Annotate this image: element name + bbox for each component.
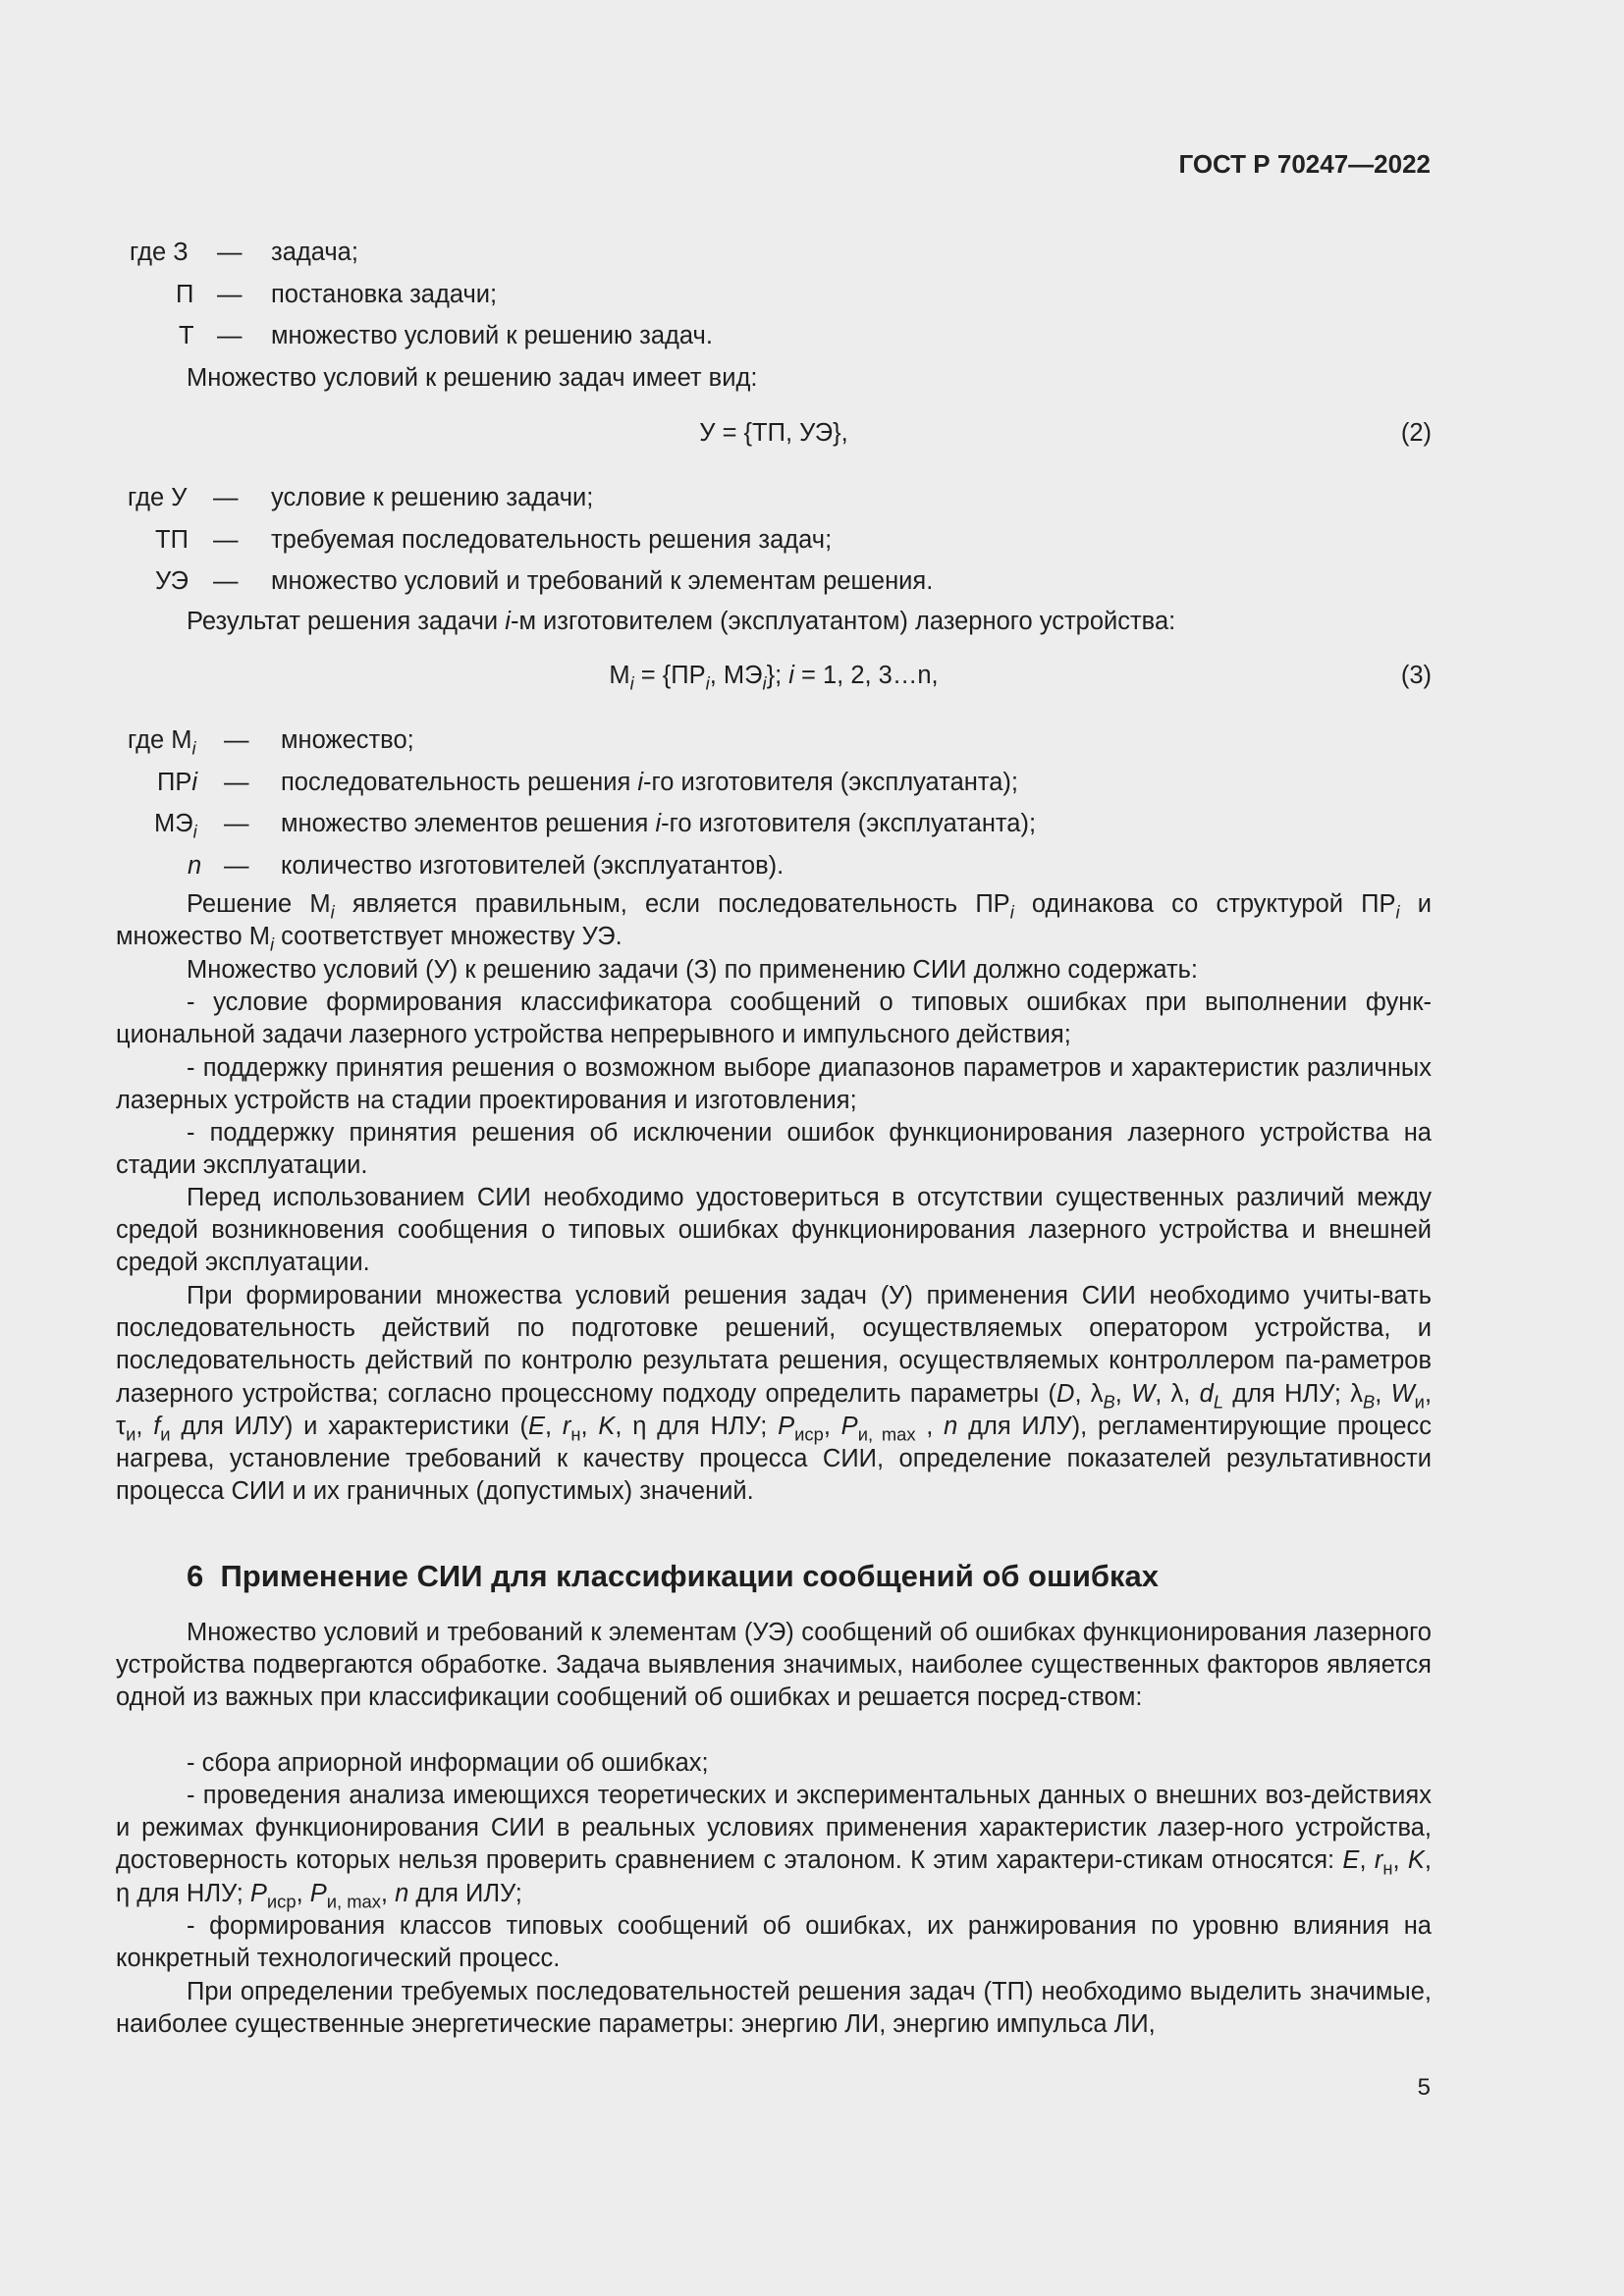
definition-text: множество элементов решения i-го изготовителя (эксплуатанта);	[281, 810, 1037, 837]
definition-row	[116, 477, 1432, 519]
definition-row	[116, 845, 1432, 887]
definition-row	[116, 720, 1432, 762]
definition-row	[116, 561, 1432, 603]
list-item: - проведения анализа имеющихся теоретических и экспериментальных данных о внешних воз-действиях и режимах функционирования СИИ в реальных условиях применения характеристик лазер-ного устройства, достоверность которых нельзя проверить сравнением с эталоном. К этим характери-стикам относятся: E, $r_н$, K, η для НЛУ; $P_{иср}$, $P_{и, max}$, n для ИЛУ;	[116, 1782, 1432, 1912]
list-item: - поддержку принятия решения о возможном выборе диапазонов параметров и характеристик различных лазерных устройств на стадии проектирования и изготовления;	[116, 1054, 1432, 1115]
list-item: - поддержку принятия решения об исключении ошибок функционирования лазерного устройства на стадии эксплуатации.	[116, 1119, 1432, 1180]
definition-dash: —	[224, 810, 249, 837]
formula-expression: У = {ТП, УЭ},	[699, 419, 848, 447]
formula-number: (2)	[1400, 419, 1432, 447]
definition-term: ПРi	[157, 768, 198, 796]
definition-text: требуемая последовательность решения задач;	[271, 525, 833, 554]
definition-term: П	[176, 280, 194, 308]
definition-row	[116, 762, 1432, 804]
definition-text: задача;	[271, 239, 358, 266]
formula-number: (3)	[1400, 662, 1432, 689]
definition-dash: —	[224, 851, 249, 880]
definitions-list-1	[116, 232, 1432, 357]
paragraph: Множество условий и требований к элементам (УЭ) сообщений об ошибках функционирования лазерного устройства подвергаются обработке. Задача выявления значимых, наиболее существенных факторов является одной из важных при классификации сообщений об ошибках и решается посред-ством:	[116, 1619, 1432, 1712]
definition-term: где $М_i$	[128, 726, 196, 759]
definition-dash: —	[217, 322, 243, 349]
paragraph: Множество условий к решению задач имеет вид:	[187, 364, 758, 392]
paragraph: При формировании множества условий решения задач (У) применения СИИ необходимо учиты-вать последовательность действий по подготовке решений, осуществляемых оператором устройства, и последовательность действий по контролю результата решения, осуществляемых контроллером па-раметров лазерного устройства; согласно процессному подходу определить параметры (D, $\lambda_B$, W, λ, $d_L$ для НЛУ; $\lambda_B$, $W_и$, $\tau_и$, $f_и$ для ИЛУ) и характеристики (E, $r_н$, K, η для НЛУ; $P_{иср}$, $P_{и, max}$ , n для ИЛУ), регламентирующие процесс нагрева, установление требований к качеству процесса СИИ, определение показателей результативности процесса СИИ и их граничных (допустимых) значений.	[116, 1282, 1433, 1506]
paragraph: Решение $М_i$ является правильным, если последовательность $ПР_i$ одинакова со структурой $ПР_i$ и множество $М_i$ соответствует множеству УЭ.	[116, 890, 1432, 955]
definition-term: $МЭ_i$	[154, 810, 197, 842]
definition-text: условие к решению задачи;	[271, 484, 594, 511]
formula-2	[116, 412, 1432, 454]
definition-term: где З	[130, 239, 189, 266]
definition-dash: —	[213, 567, 239, 595]
definition-row	[116, 803, 1432, 845]
definition-term: где У	[128, 484, 188, 511]
definition-dash: —	[213, 525, 239, 554]
paragraph: При определении требуемых последовательностей решения задач (ТП) необходимо выделить значимые, наиболее существенные энергетические параметры: энергию ЛИ, энергию импульса ЛИ,	[116, 1978, 1432, 2039]
page-number: 5	[1417, 2074, 1431, 2101]
definition-term: ТП	[155, 525, 189, 554]
definition-text: количество изготовителей (эксплуатантов).	[281, 851, 785, 880]
definition-text: последовательность решения i-го изготовителя (эксплуатанта);	[281, 768, 1018, 796]
list-item: - сбора априорной информации об ошибках;	[187, 1749, 709, 1777]
definition-row	[116, 232, 1432, 274]
definition-dash: —	[217, 280, 243, 308]
definitions-list-3	[116, 720, 1432, 886]
section-heading: 6 Применение СИИ для классификации сообщений об ошибках	[187, 1559, 1160, 1593]
formula-expression: $М_i = \{ПР_i$, $МЭ_i$}; i = 1, 2, 3…n,	[609, 662, 939, 694]
definitions-list-2	[116, 477, 1432, 603]
definition-dash: —	[224, 768, 249, 796]
definition-term: n	[188, 851, 202, 880]
definition-text: множество;	[281, 726, 414, 754]
definition-text: множество условий к решению задач.	[271, 322, 713, 349]
document-number: ГОСТ Р 70247—2022	[1178, 149, 1431, 179]
definition-dash: —	[213, 484, 239, 511]
definition-term: Т	[179, 322, 194, 349]
definition-term: УЭ	[155, 567, 189, 595]
paragraph: Перед использованием СИИ необходимо удостовериться в отсутствии существенных различий между средой возникновения сообщения о типовых ошибках функционирования лазерного устройства и внешней средой эксплуатации.	[116, 1184, 1432, 1277]
list-item: - формирования классов типовых сообщений об ошибках, их ранжирования по уровню влияния на конкретный технологический процесс.	[116, 1912, 1432, 1973]
paragraph: Результат решения задачи i-м изготовителем (эксплуатантом) лазерного устройства:	[187, 608, 1176, 635]
definition-row	[116, 519, 1432, 561]
definition-row	[116, 274, 1432, 316]
paragraph: Множество условий (У) к решению задачи (З) по применению СИИ должно содержать:	[187, 956, 1198, 984]
formula-3	[116, 655, 1432, 696]
definition-dash: —	[224, 726, 249, 754]
definition-dash: —	[217, 239, 243, 266]
definition-row	[116, 315, 1432, 357]
list-item: - условие формирования классификатора сообщений о типовых ошибках при выполнении функ-циональной задачи лазерного устройства непрерывного и импульсного действия;	[116, 988, 1432, 1049]
definition-text: постановка задачи;	[271, 280, 498, 308]
definition-text: множество условий и требований к элементам решения.	[271, 567, 934, 595]
